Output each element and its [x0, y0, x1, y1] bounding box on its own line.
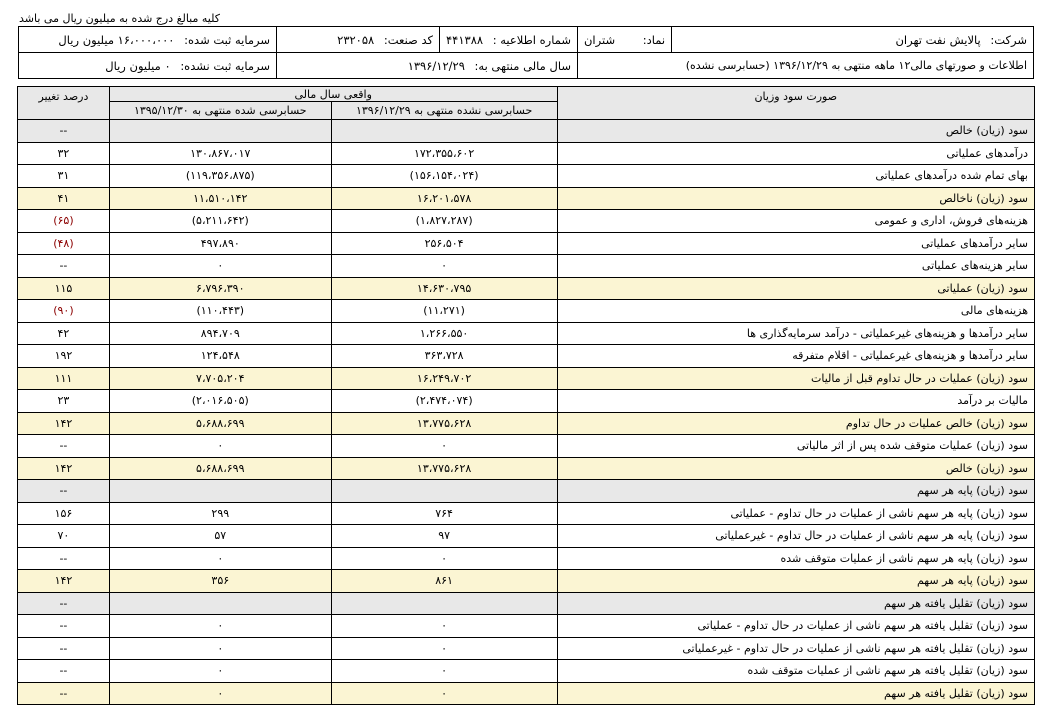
header-change-percent: درصد تغییر: [18, 87, 110, 120]
income-statement-body: [18, 120, 1035, 705]
table-row: [18, 322, 1035, 345]
header-current-year: حسابرسی نشده منتهی به ۱۳۹۶/۱۲/۲۹: [331, 102, 557, 120]
row-label-cell: سود (زیان) پایه هر سهم ناشی از عملیات در حال تداوم - غیرعملیاتی: [557, 525, 1034, 548]
current-year-value-cell: ۰: [331, 547, 557, 570]
change-percent-cell: ۴۱: [18, 187, 110, 210]
table-row: [18, 187, 1035, 210]
prior-year-value-cell: (۱۱۹،۳۵۶،۸۷۵): [109, 165, 331, 188]
current-year-value-cell: ۷۶۴: [331, 502, 557, 525]
table-row: [18, 277, 1035, 300]
row-label-cell: هزینه‌های مالی: [557, 300, 1034, 323]
table-row: [18, 367, 1035, 390]
row-label-cell: سایر هزینه‌های عملیاتی: [557, 255, 1034, 278]
current-year-value-cell: (۱،۸۲۷،۲۸۷): [331, 210, 557, 233]
row-label-cell: سود (زیان) پایه هر سهم ناشی از عملیات متوقف شده: [557, 547, 1034, 570]
industry-code-label: کد صنعت:: [383, 32, 433, 47]
table-row: [18, 592, 1035, 615]
prior-year-value-cell: ۵،۶۸۸،۶۹۹: [109, 457, 331, 480]
change-percent-cell: --: [18, 435, 110, 458]
prior-year-value-cell: ۱۲۴،۵۴۸: [109, 345, 331, 368]
current-year-value-cell: ۲۵۶،۵۰۴: [331, 232, 557, 255]
notice-number-cell: [440, 27, 578, 53]
report-description: اطلاعات و صورتهای مالی۱۲ ماهه منتهی به ۱۳۹۶/۱۲/۲۹ (حسابرسی نشده): [577, 53, 1033, 79]
change-percent-cell: --: [18, 480, 110, 503]
change-percent-cell: ۷۰: [18, 525, 110, 548]
prior-year-value-cell: ۰: [109, 255, 331, 278]
current-year-value-cell: ۰: [331, 637, 557, 660]
row-label-cell: سود (زیان) تقلیل یافته هر سهم: [557, 682, 1034, 705]
symbol-cell: [577, 27, 671, 53]
current-year-value-cell: ۰: [331, 615, 557, 638]
industry-code-value: ۲۳۲۰۵۸: [337, 32, 375, 47]
current-year-value-cell: (۱۱،۲۷۱): [331, 300, 557, 323]
current-year-value-cell: ۱۶،۲۴۹،۷۰۲: [331, 367, 557, 390]
change-percent-cell: --: [18, 120, 110, 143]
header-prior-year: حسابرسی شده منتهی به ۱۳۹۵/۱۲/۳۰: [109, 102, 331, 120]
table-row: [18, 165, 1035, 188]
row-label-cell: سود (زیان) عملیات در حال تداوم قبل از مالیات: [557, 367, 1034, 390]
change-percent-cell: --: [18, 682, 110, 705]
symbol-label: نماد:: [642, 32, 666, 47]
prior-year-value-cell: [109, 592, 331, 615]
row-label-cell: سود (زیان) پایه هر سهم: [557, 570, 1034, 593]
table-row: [18, 412, 1035, 435]
prior-year-value-cell: [109, 480, 331, 503]
header-statement-label: صورت سود وزیان: [557, 87, 1034, 120]
prior-year-value-cell: (۲،۰۱۶،۵۰۵): [109, 390, 331, 413]
change-percent-cell: ۴۲: [18, 322, 110, 345]
symbol-value: شتران: [583, 32, 616, 47]
change-percent-cell: --: [18, 615, 110, 638]
current-year-value-cell: ۱۳،۷۷۵،۶۲۸: [331, 457, 557, 480]
row-label-cell: سود (زیان) پایه هر سهم: [557, 480, 1034, 503]
prior-year-value-cell: ۰: [109, 615, 331, 638]
header-actual-fiscal-year: واقعی سال مالی: [109, 87, 557, 102]
change-percent-cell: --: [18, 255, 110, 278]
prior-year-value-cell: ۲۹۹: [109, 502, 331, 525]
change-percent-cell: ۱۴۲: [18, 457, 110, 480]
current-year-value-cell: ۸۶۱: [331, 570, 557, 593]
current-year-value-cell: ۳۶۳،۷۲۸: [331, 345, 557, 368]
row-label-cell: هزینه‌های فروش، اداری و عمومی: [557, 210, 1034, 233]
row-label-cell: بهای تمام شده درآمدهای عملیاتی: [557, 165, 1034, 188]
table-row: [18, 232, 1035, 255]
current-year-value-cell: ۱۶،۲۰۱،۵۷۸: [331, 187, 557, 210]
row-label-cell: سود (زیان) تقلیل یافته هر سهم: [557, 592, 1034, 615]
prior-year-value-cell: ۱۱،۵۱۰،۱۴۲: [109, 187, 331, 210]
prior-year-value-cell: ۰: [109, 637, 331, 660]
change-percent-cell: --: [18, 547, 110, 570]
amounts-note: کلیه مبالغ درج شده به میلیون ریال می باشد: [19, 12, 220, 25]
row-label-cell: سایر درآمدها و هزینه‌های غیرعملیاتی - درآمد سرمایه‌گذاری ها: [557, 322, 1034, 345]
row-label-cell: سود (زیان) خالص: [557, 120, 1034, 143]
table-row: [18, 615, 1035, 638]
table-row: [18, 502, 1035, 525]
current-year-value-cell: (۲،۴۷۴،۰۷۴): [331, 390, 557, 413]
change-percent-cell: (۹۰): [18, 300, 110, 323]
unregistered-capital-value: ۰ میلیون ریال: [105, 58, 171, 73]
change-percent-cell: ۳۲: [18, 142, 110, 165]
table-row: [18, 390, 1035, 413]
current-year-value-cell: ۰: [331, 682, 557, 705]
current-year-value-cell: [331, 592, 557, 615]
current-year-value-cell: ۹۷: [331, 525, 557, 548]
current-year-value-cell: ۱،۲۶۶،۵۵۰: [331, 322, 557, 345]
prior-year-value-cell: ۶،۷۹۶،۳۹۰: [109, 277, 331, 300]
current-year-value-cell: ۱۴،۶۳۰،۷۹۵: [331, 277, 557, 300]
unregistered-capital-label: سرمایه ثبت نشده:: [180, 58, 270, 73]
fiscal-year-value: ۱۳۹۶/۱۲/۲۹: [407, 58, 465, 73]
prior-year-value-cell: ۴۹۷،۸۹۰: [109, 232, 331, 255]
row-label-cell: سود (زیان) تقلیل یافته هر سهم ناشی از عملیات متوقف شده: [557, 660, 1034, 683]
change-percent-cell: ۱۱۱: [18, 367, 110, 390]
change-percent-cell: ۳۱: [18, 165, 110, 188]
prior-year-value-cell: ۰: [109, 435, 331, 458]
row-label-cell: مالیات بر درآمد: [557, 390, 1034, 413]
prior-year-value-cell: ۵،۶۸۸،۶۹۹: [109, 412, 331, 435]
current-year-value-cell: [331, 480, 557, 503]
notice-number-value: ۴۴۱۳۸۸: [446, 32, 484, 47]
table-row: [18, 525, 1035, 548]
change-percent-cell: (۴۸): [18, 232, 110, 255]
prior-year-value-cell: ۷،۷۰۵،۲۰۴: [109, 367, 331, 390]
table-row: [18, 547, 1035, 570]
prior-year-value-cell: ۰: [109, 660, 331, 683]
table-row: [18, 682, 1035, 705]
prior-year-value-cell: ۵۷: [109, 525, 331, 548]
row-label-cell: درآمدهای عملیاتی: [557, 142, 1034, 165]
registered-capital-cell: [19, 27, 277, 53]
fiscal-year-label: سال مالی منتهی به:: [474, 58, 571, 73]
industry-code-cell: [277, 27, 440, 53]
prior-year-value-cell: ۰: [109, 682, 331, 705]
row-label-cell: سود (زیان) خالص: [557, 457, 1034, 480]
prior-year-value-cell: ۳۵۶: [109, 570, 331, 593]
prior-year-value-cell: (۱۱۰،۴۴۳): [109, 300, 331, 323]
prior-year-value-cell: ۸۹۴،۷۰۹: [109, 322, 331, 345]
table-row: [18, 255, 1035, 278]
fiscal-year-cell: [277, 53, 578, 79]
table-row: [18, 480, 1035, 503]
current-year-value-cell: ۱۷۲،۳۵۵،۶۰۲: [331, 142, 557, 165]
unregistered-capital-cell: [19, 53, 277, 79]
income-statement-table: [17, 86, 1035, 705]
notice-number-label: شماره اطلاعیه :: [492, 32, 571, 47]
registered-capital-value: ۱۶،۰۰۰،۰۰۰ میلیون ریال: [58, 32, 175, 47]
table-row: [18, 210, 1035, 233]
prior-year-value-cell: [109, 120, 331, 143]
row-label-cell: سود (زیان) خالص عملیات در حال تداوم: [557, 412, 1034, 435]
change-percent-cell: (۶۵): [18, 210, 110, 233]
row-label-cell: سود (زیان) ناخالص: [557, 187, 1034, 210]
prior-year-value-cell: ۰: [109, 547, 331, 570]
company-cell: [672, 27, 1034, 53]
change-percent-cell: ۱۵۶: [18, 502, 110, 525]
row-label-cell: سایر درآمدهای عملیاتی: [557, 232, 1034, 255]
row-label-cell: سود (زیان) عملیات متوقف شده پس از اثر مالیاتی: [557, 435, 1034, 458]
current-year-value-cell: ۰: [331, 660, 557, 683]
table-row: [18, 120, 1035, 143]
change-percent-cell: ۲۳: [18, 390, 110, 413]
row-label-cell: سود (زیان) پایه هر سهم ناشی از عملیات در حال تداوم - عملیاتی: [557, 502, 1034, 525]
table-row: [18, 637, 1035, 660]
row-label-cell: سایر درآمدها و هزینه‌های غیرعملیاتی - اقلام متفرقه: [557, 345, 1034, 368]
change-percent-cell: ۱۹۲: [18, 345, 110, 368]
row-label-cell: سود (زیان) عملیاتی: [557, 277, 1034, 300]
report-header: [18, 26, 1034, 79]
current-year-value-cell: [331, 120, 557, 143]
table-row: [18, 570, 1035, 593]
table-row: [18, 300, 1035, 323]
table-row: [18, 457, 1035, 480]
current-year-value-cell: ۱۳،۷۷۵،۶۲۸: [331, 412, 557, 435]
table-row: [18, 660, 1035, 683]
company-label: شرکت:: [990, 32, 1027, 47]
change-percent-cell: ۱۴۲: [18, 412, 110, 435]
change-percent-cell: ۱۴۲: [18, 570, 110, 593]
table-row: [18, 435, 1035, 458]
change-percent-cell: --: [18, 592, 110, 615]
prior-year-value-cell: (۵،۲۱۱،۶۴۲): [109, 210, 331, 233]
prior-year-value-cell: ۱۳۰،۸۶۷،۰۱۷: [109, 142, 331, 165]
change-percent-cell: ۱۱۵: [18, 277, 110, 300]
current-year-value-cell: ۰: [331, 255, 557, 278]
current-year-value-cell: ۰: [331, 435, 557, 458]
registered-capital-label: سرمایه ثبت شده:: [184, 32, 270, 47]
table-row: [18, 345, 1035, 368]
change-percent-cell: --: [18, 660, 110, 683]
change-percent-cell: --: [18, 637, 110, 660]
company-name: پالایش نفت تهران: [895, 32, 981, 47]
row-label-cell: سود (زیان) تقلیل یافته هر سهم ناشی از عملیات در حال تداوم - عملیاتی: [557, 615, 1034, 638]
row-label-cell: سود (زیان) تقلیل یافته هر سهم ناشی از عملیات در حال تداوم - غیرعملیاتی: [557, 637, 1034, 660]
current-year-value-cell: (۱۵۶،۱۵۴،۰۲۴): [331, 165, 557, 188]
table-row: [18, 142, 1035, 165]
